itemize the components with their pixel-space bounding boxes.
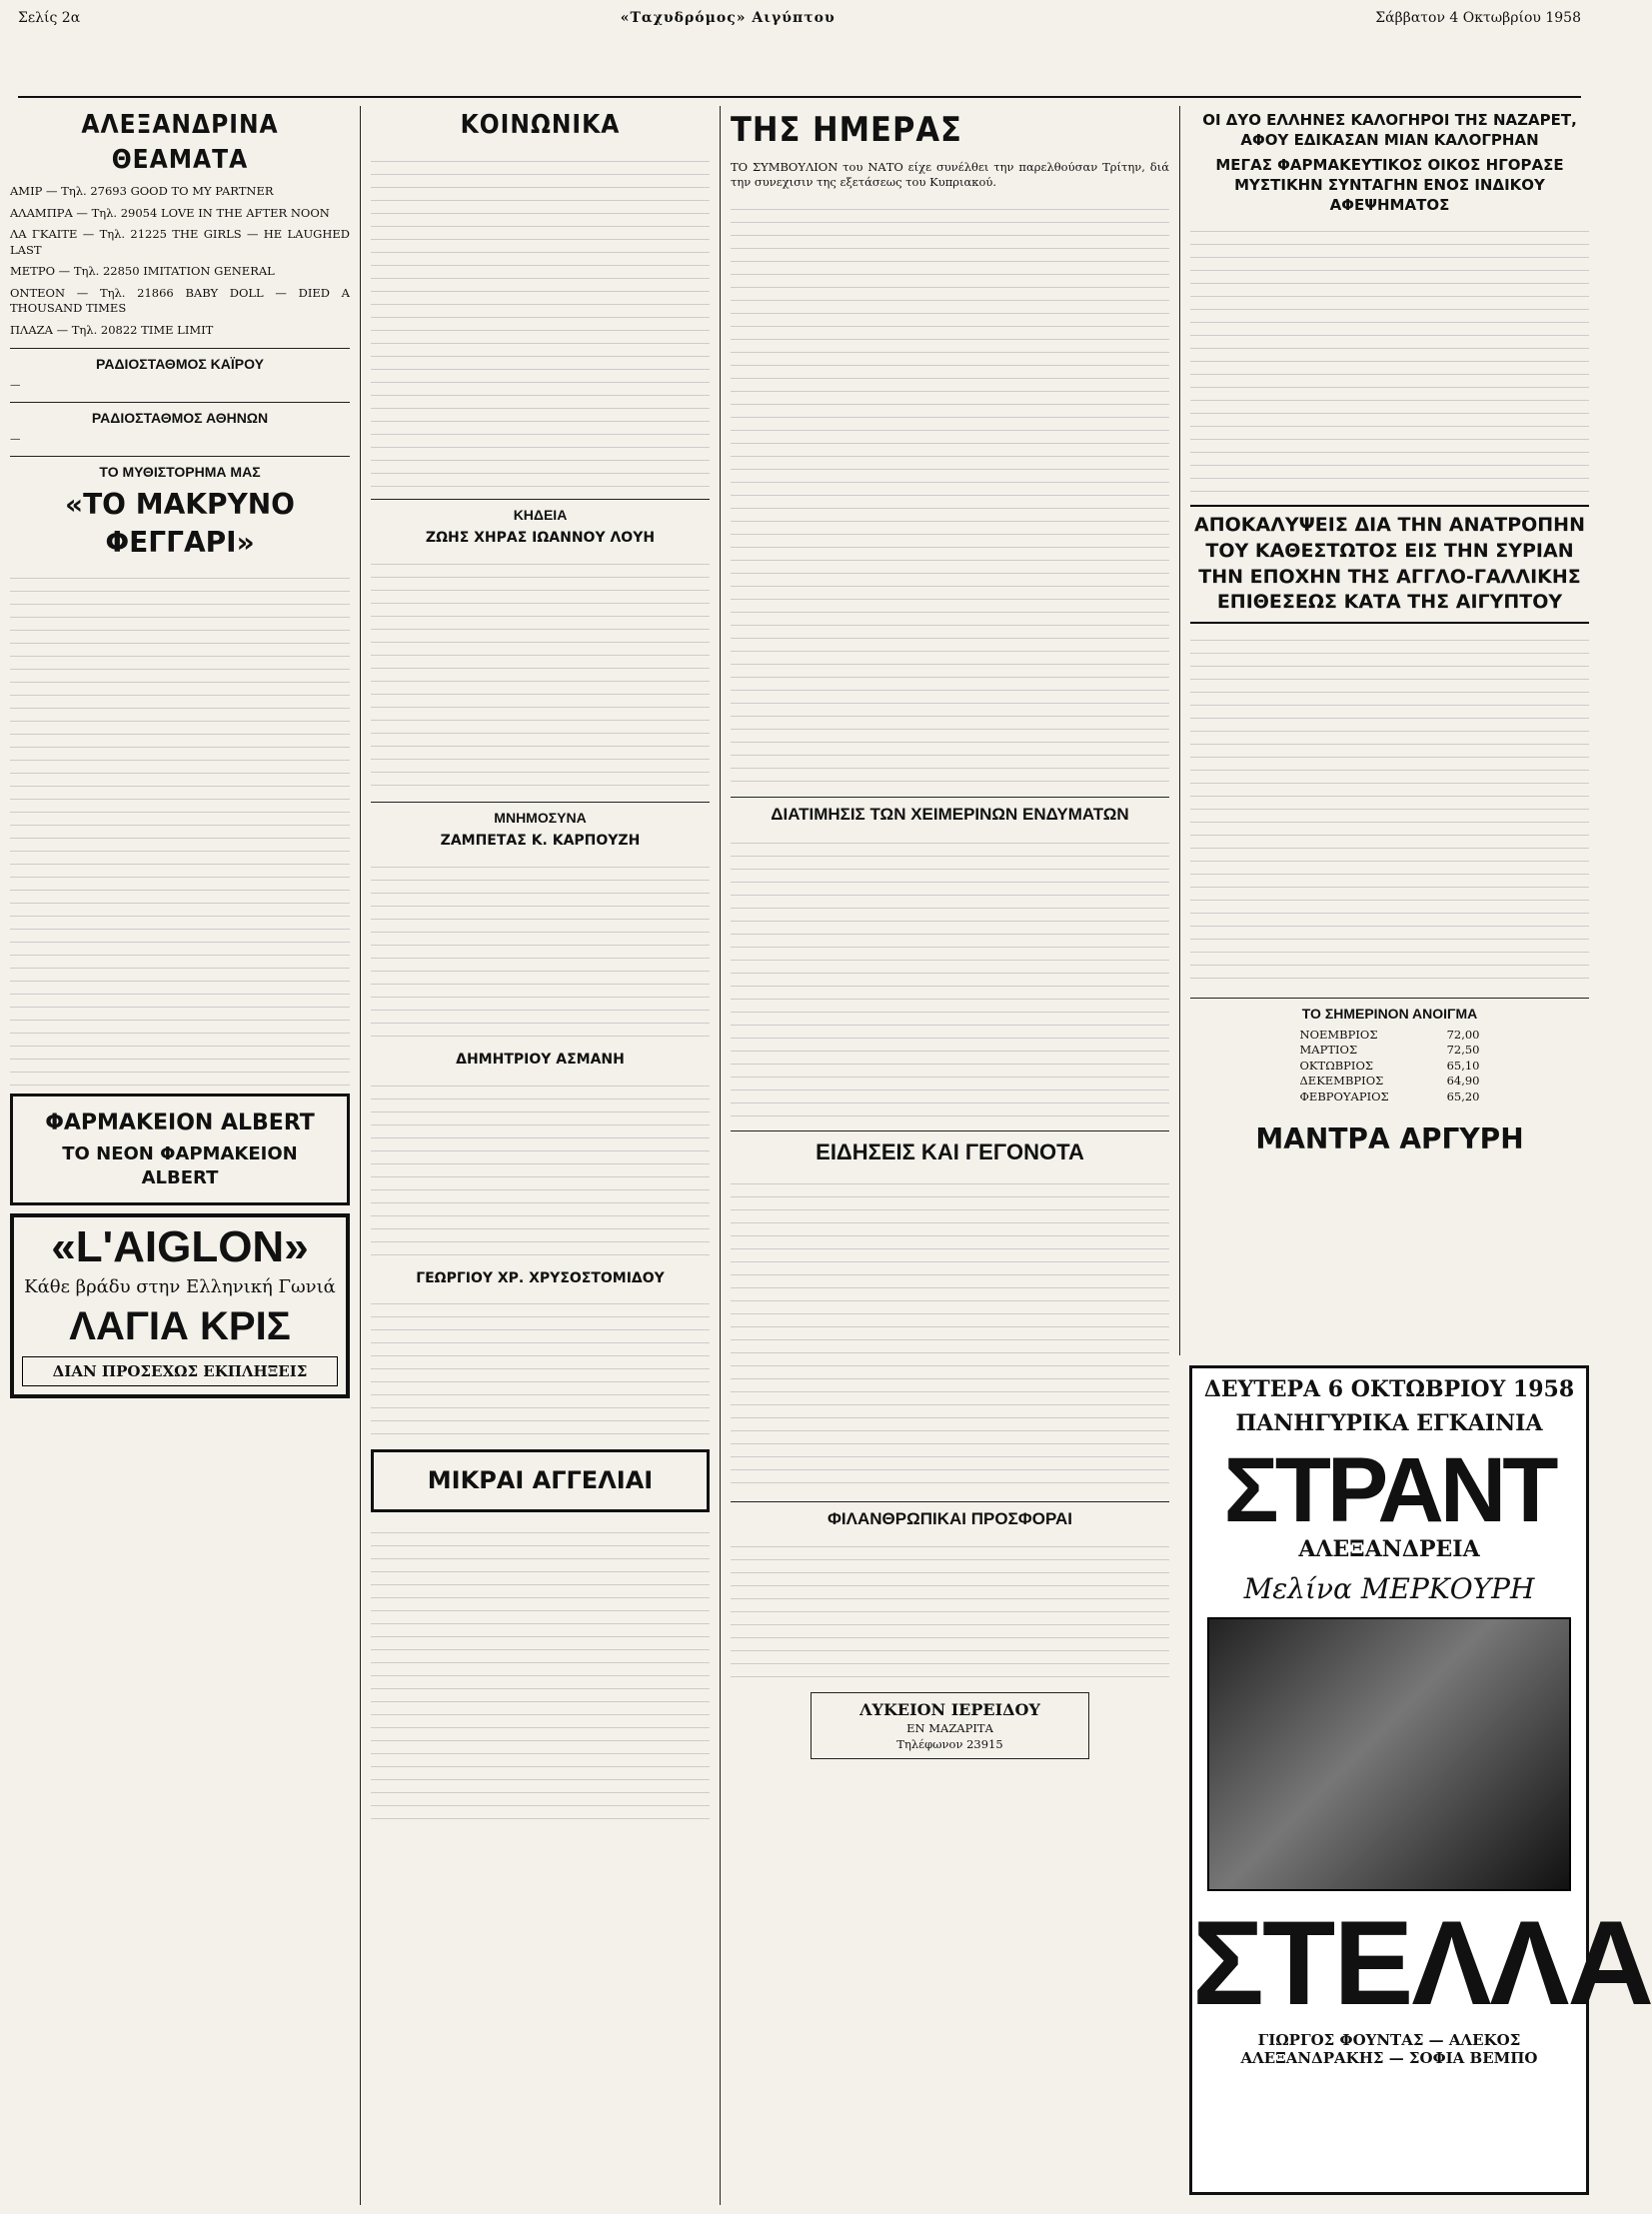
column-2 — [360, 106, 720, 2205]
radio-cairo-title: ΡΑΔΙΟΣΤΑΘΜΟΣ ΚΑΪΡΟΥ — [10, 348, 350, 374]
aiglon-ad — [10, 1213, 350, 1398]
rate-row: ΟΚΤΩΒΡΙΟΣ 65,10 — [1299, 1058, 1480, 1073]
pharma-headline: ΜΕΓΑΣ ΦΑΡΜΑΚΕΥΤΙΚΟΣ ΟΙΚΟΣ ΗΓΟΡΑΣΕ ΜΥΣΤΙΚΗΝ ΣΥΝΤΑΓΗΝ ΕΝΟΣ ΙΝΔΙΚΟΥ ΑΦΕΨΗΜΑΤΟΣ — [1215, 155, 1564, 214]
rate-row: ΔΕΚΕΜΒΡΙΟΣ 64,90 — [1299, 1074, 1480, 1089]
listing-item: ΛΑ ΓΚΑΙΤΕ — Τηλ. 21225 THE GIRLS — HE LAUGHED LAST — [10, 227, 350, 257]
rate-row: ΝΟΕΜΒΡΙΟΣ 72,00 — [1299, 1027, 1480, 1042]
aiglon-subtitle: Κάθε βράδυ στην Ελληνική Γωνιά — [24, 1276, 336, 1298]
poster-cinema: ΣΤΡΑΝΤ — [1223, 1439, 1555, 1541]
radio-cairo-schedule: — — [10, 379, 21, 392]
poster-event: ΠΑΝΗΓΥΡΙΚΑ ΕΓΚΑΙΝΙΑ — [1235, 1410, 1543, 1436]
rate-row: ΦΕΒΡΟΥΑΡΙΟΣ 65,20 — [1299, 1089, 1480, 1104]
poster-cast: ΓΙΩΡΓΟΣ ΦΟΥΝΤΑΣ — ΑΛΕΚΟΣ ΑΛΕΞΑΝΔΡΑΚΗΣ — ΣΟΦΙΑ ΒΕΜΠΟ — [1240, 2031, 1538, 2067]
listing-list — [10, 184, 350, 338]
lyceum-phone: Τηλέφωνον 23915 — [896, 1736, 1003, 1751]
col4-text-1 — [1190, 219, 1589, 499]
listing-item: ΠΛΑΖΑ — Τηλ. 20822 TIME LIMIT — [10, 322, 214, 337]
novel-title: «ΤΟ ΜΑΚΡΥΝΟ ΦΕΓΓΑΡΙ» — [64, 488, 295, 560]
social-text — [371, 149, 710, 489]
poster-star: Μελίνα ΜΕΡΚΟΥΡΗ — [1243, 1572, 1535, 1605]
classifieds-title: ΜΙΚΡΑΙ ΑΓΓΕΛΙΑΙ — [427, 1466, 654, 1495]
listing-item: ΑΛΑΜΠΡΑ — Τηλ. 29054 LOVE IN THE AFTER NOON — [10, 205, 330, 220]
aiglon-title: «L'AIGLON» — [51, 1222, 309, 1272]
column-1 — [0, 106, 360, 2205]
pharmacy-ad — [10, 1094, 350, 1205]
radio-athens-schedule: — — [10, 433, 21, 446]
news-text — [731, 1171, 1169, 1491]
funeral-text — [371, 552, 710, 792]
classifieds-box — [371, 1449, 710, 1511]
memorial-name-1: ΖΑΜΠΕΤΑΣ Κ. ΚΑΡΠΟΥΖΗ — [440, 832, 641, 849]
poster-photo — [1207, 1617, 1571, 1891]
aiglon-bottom: ΔΙΑΝ ΠΡΟΣΕΧΩΣ ΕΚΠΛΗΞΕΙΣ — [22, 1356, 338, 1386]
funeral-title: ΚΗΔΕΙΑ — [371, 499, 710, 525]
clothing-prices-title: ΔΙΑΤΙΜΗΣΙΣ ΤΩΝ ΧΕΙΜΕΡΙΝΩΝ ΕΝΔΥΜΑΤΩΝ — [731, 797, 1169, 827]
radio-athens-title: ΡΑΔΙΟΣΤΑΘΜΟΣ ΑΘΗΝΩΝ — [10, 402, 350, 428]
lead-paragraph: ΤΟ ΣΥΜΒΟΥΛΙΟΝ του ΝΑΤΟ είχε συνέλθει την παρελθούσαν Τρίτην, διά την συνεχισιν της εξετάσεως του Κυπριακού. — [731, 159, 1169, 190]
todays-title: ΤΗΣ ΗΜΕΡΑΣ — [731, 110, 962, 150]
memorial-name-3: ΓΕΩΡΓΙΟΥ ΧΡ. ΧΡΥΣΟΣΤΟΜΙΔΟΥ — [416, 1269, 665, 1286]
masthead — [0, 0, 1599, 118]
charity-title: ΦΙΛΑΝΘΡΩΠΙΚΑΙ ΠΡΟΣΦΟΡΑΙ — [731, 1501, 1169, 1531]
lyceum-address: ΕΝ ΜΑΖΑΡΙΤΑ — [906, 1721, 993, 1736]
charity-text — [731, 1534, 1169, 1684]
novel-section-title: ΤΟ ΜΥΘΙΣΤΟΡΗΜΑ ΜΑΣ — [10, 456, 350, 482]
poster-city: ΑΛΕΞΑΝΔΡΕΙΑ — [1298, 1536, 1480, 1562]
issue-date: Σάββατον 4 Οκτωβρίου 1958 — [1375, 10, 1581, 26]
monks-headline: ΟΙ ΔΥΟ ΕΛΛΗΝΕΣ ΚΑΛΟΓΗΡΟΙ ΤΗΣ ΝΑΖΑΡΕΤ, ΑΦΟΥ ΕΔΙΚΑΣΑΝ ΜΙΑΝ ΚΑΛΟΓΡΗΑΝ — [1202, 111, 1577, 150]
mandra-ad: ΜΑΝΤΡΑ ΑΡΓΥΡΗ — [1255, 1122, 1524, 1156]
page-number: Σελίς 2α — [18, 10, 81, 26]
listing-item: ΜΕΤΡΟ — Τηλ. 22850 IMITATION GENERAL — [10, 264, 275, 279]
col4-text-2 — [1190, 628, 1589, 988]
poster-film-title: ΣΤΕΛΛΑ — [1192, 1896, 1652, 2030]
news-title: ΕΙΔΗΣΕΙΣ ΚΑΙ ΓΕΓΟΝΟΤΑ — [731, 1130, 1169, 1167]
social-title: ΚΟΙΝΩΝΙΚΑ — [460, 110, 621, 140]
strand-poster — [1189, 1365, 1652, 2195]
memorial-title: ΜΝΗΜΟΣΥΝΑ — [371, 802, 710, 828]
memorial-text-3 — [371, 1291, 710, 1441]
memorial-text-2 — [371, 1074, 710, 1263]
syria-headline: ΑΠΟΚΑΛΥΨΕΙΣ ΔΙΑ ΤΗΝ ΑΝΑΤΡΟΠΗΝ ΤΟΥ ΚΑΘΕΣΤΩΤΟΣ ΕΙΣ ΤΗΝ ΣΥΡΙΑΝ ΤΗΝ ΕΠΟΧΗΝ ΤΗΣ ΑΓΓΛΟ-ΓΑΛΛΙΚΗΣ ΕΠΙΘΕΣΕΩΣ ΚΑΤΑ ΤΗΣ ΑΙΓΥΠΤΟΥ — [1190, 505, 1589, 624]
listing-item: ΑΜΙΡ — Τηλ. 27693 GOOD TO MY PARTNER — [10, 184, 274, 199]
newspaper-name: «Ταχυδρόμος» Αιγύπτου — [620, 10, 835, 26]
todays-text — [731, 197, 1169, 787]
masthead-rule — [18, 96, 1581, 98]
poster-date: ΔΕΥΤΕΡΑ 6 ΟΚΤΩΒΡΙΟΥ 1958 — [1203, 1376, 1575, 1402]
rate-row: ΜΑΡΤΙΟΣ 72,50 — [1299, 1043, 1480, 1058]
novel-text-block — [10, 566, 350, 1086]
funeral-name: ΖΩΗΣ ΧΗΡΑΣ ΙΩΑΝΝΟΥ ΛΟΥΗ — [425, 529, 656, 546]
lyceum-name: ΛΥΚΕΙΟΝ ΙΕΡΕΙΔΟΥ — [859, 1700, 1040, 1720]
aiglon-performer: ΛΑΓΙΑ ΚΡΙΣ — [69, 1303, 291, 1348]
pharmacy-title: ΦΑΡΜΑΚΕΙΟΝ ALBERT — [45, 1109, 315, 1135]
memorial-text-1 — [371, 855, 710, 1045]
cotton-rates — [1300, 1028, 1480, 1106]
classifieds-text — [371, 1520, 710, 1820]
column-3 — [720, 106, 1179, 2205]
clothing-prices-text — [731, 831, 1169, 1120]
lyceum-ad — [811, 1692, 1089, 1759]
cotton-rates-title: ΤΟ ΣΗΜΕΡΙΝΟΝ ΑΝΟΙΓΜΑ — [1190, 998, 1589, 1024]
listing-item: ΟΝΤΕΟΝ — Τηλ. 21866 BABY DOLL — DIED A THOUSAND TIMES — [10, 285, 350, 316]
memorial-name-2: ΔΗΜΗΤΡΙΟΥ ΑΣΜΑΝΗ — [456, 1051, 625, 1068]
entertainment-title: ΑΛΕΞΑΝΔΡΙΝΑ ΘΕΑΜΑΤΑ — [81, 110, 279, 176]
column-4 — [1179, 106, 1599, 1355]
pharmacy-subtitle: ΤΟ ΝΕΟΝ ΦΑΡΜΑΚΕΙΟΝ ALBERT — [62, 1142, 298, 1188]
